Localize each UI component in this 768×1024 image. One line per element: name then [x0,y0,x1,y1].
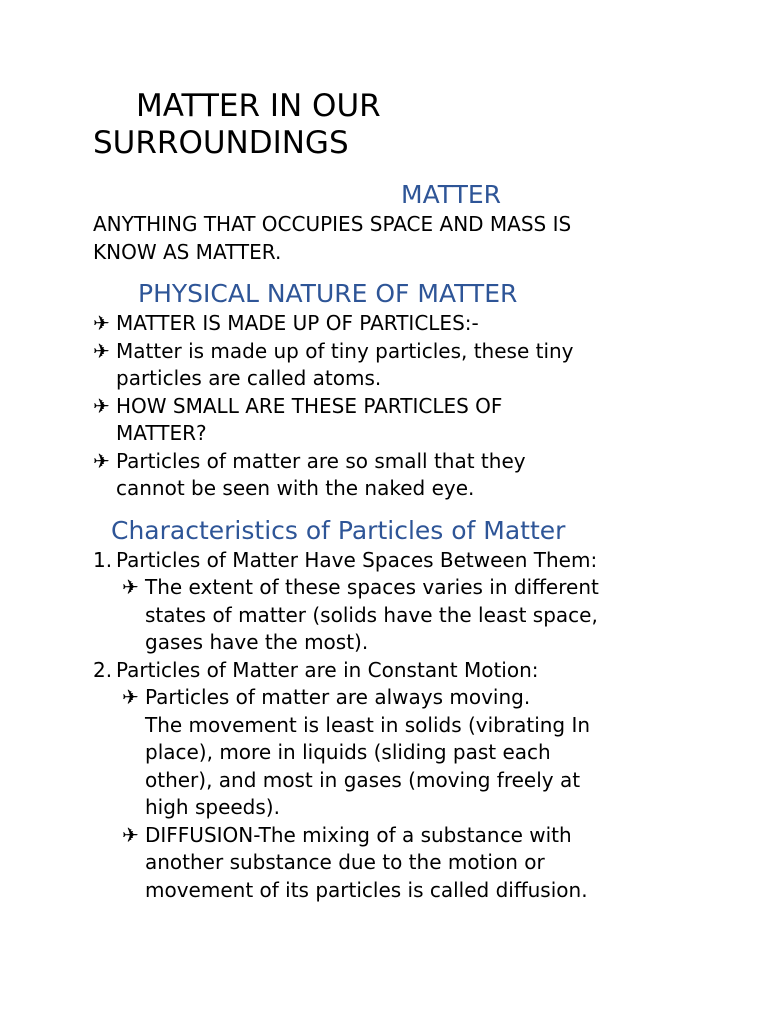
bullet-text: Particles of matter are so small that they cannot be seen with the naked eye. [116,448,526,500]
bullet-text: MATTER IS MADE UP OF PARTICLES:- [116,311,479,335]
physical-nature-list [93,310,693,503]
numbered-item [93,547,693,575]
title-line-2: SURROUNDINGS [93,125,349,161]
bullet-text: Particles of matter are always moving. The movement is least in solids (vibrating In place), more in liquids (sliding past each other), and most in gases (moving freely at high speeds). [145,685,591,819]
item-number: 2. [93,657,113,682]
list-item [93,338,693,393]
title-line-1: MATTER IN OUR [136,88,381,124]
numbered-item [93,657,693,685]
sub-list [93,574,693,657]
list-item [93,310,693,338]
list-item [122,684,693,822]
airplane-bullet-icon: ✈ [93,448,110,473]
airplane-bullet-icon: ✈ [93,311,110,335]
list-item [93,448,693,503]
airplane-bullet-icon: ✈ [122,575,139,599]
list-item [93,393,693,448]
matter-definition-line-2: KNOW AS MATTER. [93,239,282,264]
list-item [122,822,693,905]
matter-definition-line-1: ANYTHING THAT OCCUPIES SPACE AND MASS IS [93,212,572,236]
airplane-bullet-icon: ✈ [93,393,110,418]
bullet-text: The extent of these spaces varies in different states of matter (solids have the least space, gases have the most). [145,575,599,654]
item-label: Particles of Matter are in Constant Motion: [116,657,539,682]
heading-matter: MATTER [401,180,501,209]
item-number: 1. [93,547,113,572]
bullet-text: HOW SMALL ARE THESE PARTICLES OF MATTER? [116,393,503,445]
heading-physical-nature: PHYSICAL NATURE OF MATTER [138,279,518,308]
airplane-bullet-icon: ✈ [122,822,139,847]
characteristics-list [93,547,693,905]
matter-definition [93,211,693,266]
airplane-bullet-icon: ✈ [122,685,139,709]
list-item [122,574,693,657]
airplane-bullet-icon: ✈ [93,338,110,363]
page-title [93,88,693,162]
bullet-text: Matter is made up of tiny particles, these tiny particles are called atoms. [116,338,574,390]
sub-list [93,684,693,904]
heading-characteristics: Characteristics of Particles of Matter [111,515,566,545]
bullet-text: DIFFUSION-The mixing of a substance with another substance due to the motion or movement of its particles is called diffusion. [145,822,588,902]
item-label: Particles of Matter Have Spaces Between Them: [116,547,598,572]
document-page [93,88,693,904]
